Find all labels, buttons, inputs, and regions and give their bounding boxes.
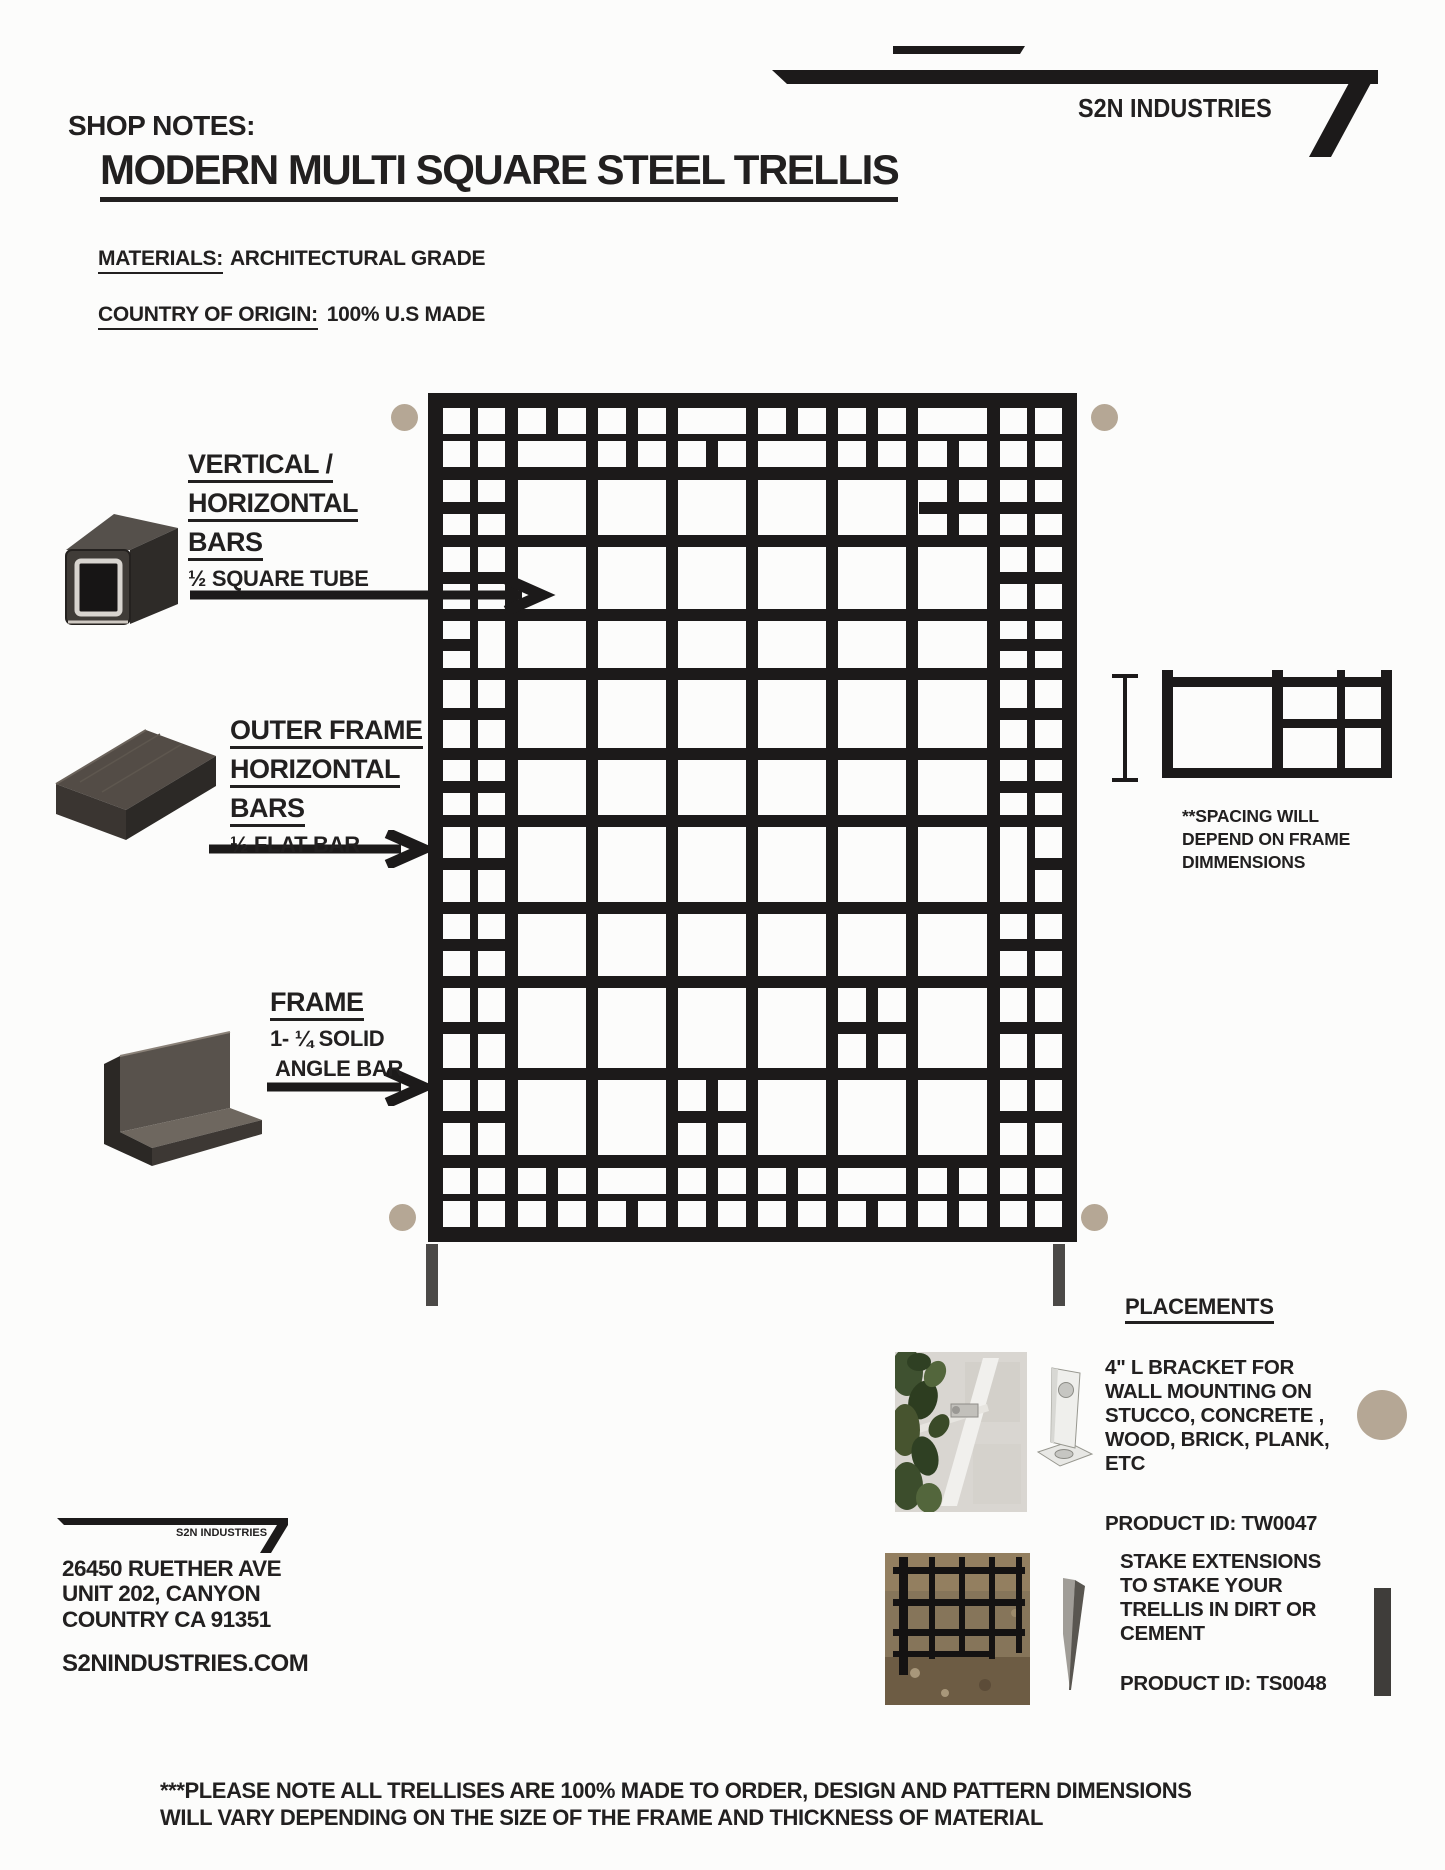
callout-line-text: OUTER FRAME (230, 716, 423, 749)
callout-line-text: VERTICAL / (188, 450, 333, 483)
footer-brand-name: S2N INDUSTRIES (176, 1527, 268, 1539)
mount-dot-bottom-right (1081, 1204, 1108, 1231)
address-line: UNIT 202, CANYON (62, 1581, 261, 1607)
website-link[interactable]: S2NINDUSTRIES.COM (62, 1650, 309, 1677)
spacing-note-line: DIMMENSIONS (1182, 851, 1306, 872)
square-tube-photo (58, 486, 184, 632)
angle-bar-photo (92, 1022, 268, 1174)
callout-line-text: BARS (230, 794, 305, 827)
mount-dot-bottom-left (389, 1204, 416, 1231)
callout-line-text: HORIZONTAL (188, 489, 358, 522)
callout-subtitle: 1- ¼ SOLID (270, 1026, 385, 1052)
logo-bar (772, 70, 1378, 84)
l-bracket-icon (1036, 1364, 1094, 1472)
stake-extension-icon (1050, 1576, 1098, 1694)
accent-dot-right (1357, 1390, 1407, 1440)
spacing-note-line: **SPACING WILL (1182, 806, 1319, 826)
spacing-diagram (1112, 668, 1404, 790)
bracket-description-line: 4" L BRACKET FOR (1105, 1356, 1295, 1379)
shop-notes-label: SHOP NOTES: (68, 110, 255, 141)
footer-note (160, 1778, 1191, 1832)
accent-bar-right (1374, 1588, 1391, 1696)
origin-row (98, 303, 485, 330)
bracket-product-id: PRODUCT ID: TW0047 (1105, 1512, 1318, 1535)
footer-note-line: WILL VARY DEPENDING ON THE SIZE OF THE FRAME AND THICKNESS OF MATERIAL (160, 1804, 1043, 1830)
stake-description-line: CEMENT (1120, 1621, 1205, 1645)
mount-dot-top-right (1091, 404, 1118, 431)
stake-product-id: PRODUCT ID: TS0048 (1120, 1672, 1327, 1695)
materials-value: ARCHITECTURAL GRADE (229, 247, 486, 270)
callout-subtitle: ANGLE BAR (275, 1055, 404, 1081)
trellis-drawing (428, 393, 1077, 1242)
callout-subtitle: ½ FLAT BAR (230, 832, 360, 858)
trellis-left-stake (426, 1244, 438, 1306)
brand-name: S2N INDUSTRIES (1078, 93, 1272, 123)
stake-description-line: TRELLIS IN DIRT OR (1120, 1597, 1317, 1621)
placements-heading: PLACEMENTS (1125, 1294, 1274, 1324)
footer-logo-bar (57, 1518, 288, 1525)
stake-photo (885, 1553, 1030, 1705)
origin-label: COUNTRY OF ORIGIN: (98, 303, 318, 330)
spacing-note (1182, 805, 1350, 873)
address-line: COUNTRY CA 91351 (62, 1606, 271, 1632)
mount-dot-top-left (391, 404, 418, 431)
callout-subtitle: ½ SQUARE TUBE (188, 566, 369, 592)
callout-line-text: HORIZONTAL (230, 755, 400, 788)
bracket-description-line: STUCCO, CONCRETE , (1105, 1403, 1324, 1427)
bracket-description-line: WOOD, BRICK, PLANK, (1105, 1427, 1330, 1451)
bracket-description-line: WALL MOUNTING ON (1105, 1379, 1312, 1403)
wall-mount-photo (895, 1352, 1027, 1512)
callout-outer-frame-bars (230, 716, 423, 863)
page-title: MODERN MULTI SQUARE STEEL TRELLIS (100, 146, 898, 202)
origin-value: 100% U.S MADE (326, 303, 486, 326)
trellis-right-stake (1053, 1244, 1065, 1306)
callout-line-text: FRAME (270, 988, 364, 1021)
stake-description (1120, 1550, 1321, 1646)
materials-row (98, 247, 485, 274)
bracket-description-line: ETC (1105, 1451, 1146, 1475)
spacing-note-line: DEPEND ON FRAME (1182, 828, 1351, 849)
stake-description-line: TO STAKE YOUR (1120, 1573, 1283, 1597)
callout-line-text: BARS (188, 528, 263, 561)
logo-top-sliver (893, 46, 1025, 54)
flat-bar-photo (50, 712, 222, 858)
stake-description-line: STAKE EXTENSIONS (1120, 1550, 1321, 1573)
bracket-description (1105, 1356, 1329, 1476)
address-block (62, 1556, 281, 1632)
callout-frame (270, 988, 403, 1087)
footer-note-line: ***PLEASE NOTE ALL TRELLISES ARE 100% MADE TO ORDER, DESIGN AND PATTERN DIMENSIONS (160, 1778, 1192, 1803)
materials-label: MATERIALS: (98, 247, 223, 274)
callout-vertical-horizontal-bars (188, 450, 369, 597)
address-line: 26450 RUETHER AVE (62, 1556, 282, 1581)
